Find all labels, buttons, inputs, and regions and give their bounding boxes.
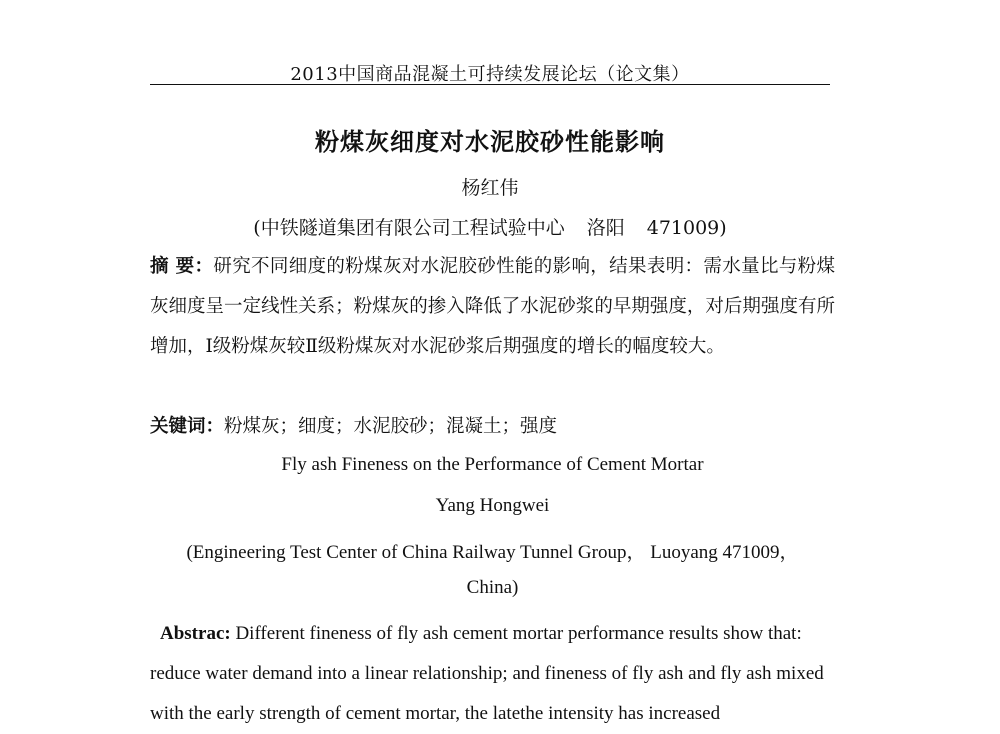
author-cn: 杨红伟 bbox=[461, 177, 519, 199]
abstract-en-label: Abstrac: bbox=[160, 623, 231, 644]
abstract-cn-label: 摘 要： bbox=[150, 256, 214, 277]
paper-title-en: Fly ash Fineness on the Performance of Cement Mortar bbox=[281, 454, 704, 475]
abstract-en-text: Different fineness of fly ash cement mortar performance results show that: reduce water demand into a linear relationship; and fineness of fly ash and fly ash mixed with the early strength of cement mortar, the latethe intensity has increased bbox=[150, 623, 824, 724]
affiliation-en-line2: China) bbox=[466, 577, 519, 598]
keywords-cn bbox=[150, 412, 835, 442]
affiliation-en-line1: (Engineering Test Center of China Railway Tunnel Group， Luoyang 471009， bbox=[186, 542, 799, 563]
abstract-en bbox=[150, 614, 835, 734]
header-rule bbox=[150, 84, 830, 85]
keywords-cn-text: 粉煤灰；细度；水泥胶砂；混凝土；强度 bbox=[224, 416, 558, 437]
affiliation-cn-org: (中铁隧道集团有限公司工程试验中心 bbox=[253, 217, 565, 239]
abstract-cn-text: 研究不同细度的粉煤灰对水泥胶砂性能的影响，结果表明：需水量比与粉煤灰细度呈一定线性关系；粉煤灰的掺入降低了水泥砂浆的早期强度，对后期强度有所增加，Ⅰ级粉煤灰较Ⅱ级粉煤灰对水泥砂浆后期强度的增长的幅度较大。 bbox=[150, 256, 835, 357]
affiliation-cn-postcode: 471009) bbox=[646, 217, 727, 239]
paper-title: 粉煤灰细度对水泥胶砂性能影响 bbox=[315, 127, 665, 156]
affiliation-cn bbox=[150, 213, 830, 240]
author-en: Yang Hongwei bbox=[435, 495, 550, 516]
keywords-cn-label: 关键词： bbox=[150, 416, 225, 437]
running-header: 2013中国商品混凝土可持续发展论坛（论文集） bbox=[290, 64, 690, 85]
abstract-cn bbox=[150, 247, 835, 367]
affiliation-cn-city: 洛阳 bbox=[586, 217, 625, 239]
